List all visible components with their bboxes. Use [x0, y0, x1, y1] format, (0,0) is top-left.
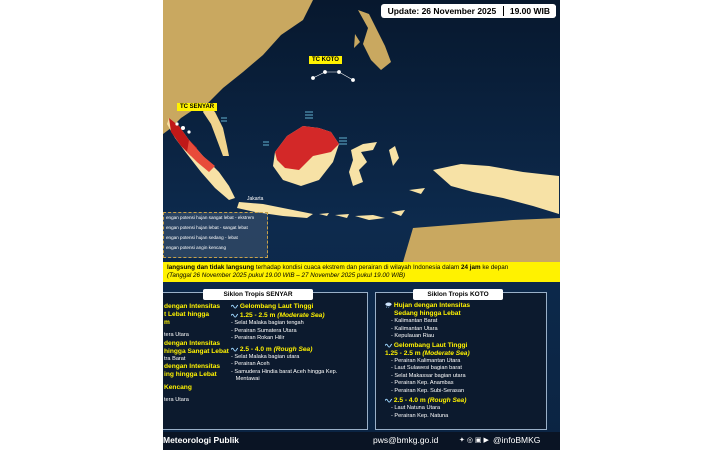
koto-rain-item: - Kalimantan Barat	[391, 318, 438, 324]
senyar-left-line: tra Barat	[164, 355, 186, 362]
senyar-moderate-item: - Perairan Sumatera Utara	[231, 327, 297, 334]
senyar-left-line: dengan Intensitas	[164, 363, 221, 370]
mainland-land	[163, 0, 313, 134]
koto-section	[385, 302, 543, 420]
senyar-wave-title-text: Gelombang Laut Tinggi	[239, 303, 314, 310]
senyar-moderate-item: - Perairan Rokan Hilir	[231, 335, 285, 341]
koto-rain-head-text2: Sedang hingga Lebat	[394, 310, 461, 317]
city-label: Jakarta	[247, 196, 264, 202]
footer-social: @infoBMKG	[493, 435, 541, 445]
senyar-rough-head	[231, 346, 365, 354]
senyar-moderate-range: 1.25 - 2.5 m	[239, 312, 276, 319]
legend-item: engan potensi angin kencang	[166, 245, 227, 250]
instagram-icon: ◎	[466, 437, 473, 444]
koto-title: Siklon Tropis KOTO	[413, 289, 503, 300]
koto-rain-head-text: Hujan dengan Intensitas	[393, 302, 471, 309]
koto-rough-range: 2.5 - 4.0 m	[393, 397, 426, 404]
update-date: Update: 26 November 2025	[387, 6, 497, 16]
update-stamp	[381, 4, 556, 18]
senyar-left-line: t Lebat hingga	[164, 311, 210, 318]
banner-bold-c: 24 jam	[461, 264, 481, 271]
senyar-rough-item: - Selat Malaka bagian utara	[231, 353, 300, 360]
banner-text-b: terhadap kondisi cuaca ekstrem dan perairan di wilayah Indonesia dalam	[254, 264, 461, 271]
senyar-rough-item: - Samudera Hindia barat Aceh hingga Kep.	[231, 368, 338, 375]
senyar-left-column	[164, 303, 232, 405]
senyar-left-line: dengan Intensitas	[164, 339, 221, 347]
tc-koto-label: TC KOTO	[309, 56, 342, 64]
philippines-land	[354, 10, 391, 70]
map-legend	[163, 212, 268, 258]
moluccas-land	[389, 146, 425, 194]
banner-period: (Tanggal 26 November 2025 pukul 19.00 WIB – 27 November 2025 pukul 19.00 WIB)	[167, 272, 406, 279]
senyar-wave-section	[231, 303, 365, 384]
legend-item: engan potensi hujan sedang - lebat	[166, 235, 238, 240]
koto-moderate-item: - Selat Makassar bagian utara	[391, 372, 466, 379]
koto-moderate-range: 1.25 - 2.5 m	[385, 349, 421, 357]
senyar-left-line: m	[164, 319, 170, 326]
koto-wave-title	[385, 342, 543, 350]
koto-moderate-item: - Laut Sulawesi bagian barat	[391, 365, 462, 371]
australia-land	[403, 218, 560, 262]
footer-bar	[163, 432, 560, 450]
senyar-rough-item: Mentawai	[231, 376, 260, 382]
twitter-icon: ✦	[459, 437, 465, 444]
wave-icon	[385, 342, 392, 348]
koto-rain-item: - Kalimantan Utara	[391, 325, 438, 332]
youtube-icon: ▶	[483, 437, 489, 444]
koto-moderate-item: - Perairan Kalimantan Utara	[391, 357, 461, 364]
update-time: 19.00 WIB	[503, 6, 556, 16]
footer-unit: Meteorologi Publik	[163, 435, 240, 445]
senyar-left-line: tera Utara	[164, 397, 189, 403]
koto-moderate-item: - Perairan Kep. Subi-Serasan	[391, 387, 465, 394]
senyar-left-line: Kencang	[164, 384, 192, 391]
koto-rain-item: - Kepulauan Riau	[391, 333, 435, 339]
legend-item: engan potensi hujan lebat - sangat lebat	[166, 225, 248, 230]
koto-track	[311, 70, 354, 81]
senyar-left-line: tera Utara	[164, 332, 189, 338]
impact-banner	[163, 262, 560, 282]
koto-rough-item: - Perairan Kep. Natuna	[391, 412, 449, 419]
koto-moderate-item: - Perairan Kep. Anambas	[391, 380, 454, 386]
sulawesi-land	[349, 142, 377, 186]
senyar-rough-item: - Perairan Aceh	[231, 361, 270, 367]
senyar-moderate-head	[231, 312, 365, 320]
koto-rough-head	[385, 397, 543, 405]
koto-moderate-head	[385, 350, 543, 358]
senyar-moderate-item: - Selat Malaka bagian tengah	[231, 320, 304, 326]
koto-wave-title-text: Gelombang Laut Tinggi	[393, 341, 468, 349]
facebook-icon: ▣	[474, 437, 482, 444]
senyar-rough-range: 2.5 - 4.0 m	[239, 345, 272, 353]
koto-rain-head	[385, 302, 543, 310]
wave-icon	[231, 312, 238, 318]
malay-peninsula	[203, 104, 229, 156]
wave-icon	[385, 397, 392, 403]
senyar-title: Siklon Tropis SENYAR	[203, 289, 313, 300]
senyar-moderate-tag: (Moderate Sea)	[277, 312, 325, 319]
senyar-left-line: dengan Intensitas	[164, 303, 221, 310]
wave-icon	[231, 346, 238, 352]
nusa-tenggara-land	[319, 210, 405, 220]
tc-senyar-label: TC SENYAR	[177, 103, 217, 111]
senyar-wave-title	[231, 303, 365, 311]
senyar-left-line: hingga Sangat Lebat	[164, 347, 229, 355]
banner-bold-a: langsung dan tidak langsung	[167, 264, 255, 271]
koto-rough-item: - Laut Natuna Utara	[391, 405, 441, 411]
papua-land	[433, 164, 559, 214]
senyar-left-line: ing hingga Lebat	[164, 371, 217, 378]
senyar-rough-tag: (Rough Sea)	[273, 345, 313, 353]
legend-item: engan potensi hujan sangat lebat - ekstrem	[166, 215, 255, 220]
infographic-panel	[163, 0, 560, 450]
rain-cloud-icon	[385, 302, 392, 308]
banner-text-d: ke depan	[480, 264, 509, 271]
koto-moderate-tag: (Moderate Sea)	[422, 349, 470, 357]
footer-email: pws@bmkg.go.id	[373, 435, 439, 445]
wave-icon	[231, 303, 238, 309]
koto-rough-tag: (Rough Sea)	[427, 397, 467, 404]
social-icons	[459, 436, 489, 444]
